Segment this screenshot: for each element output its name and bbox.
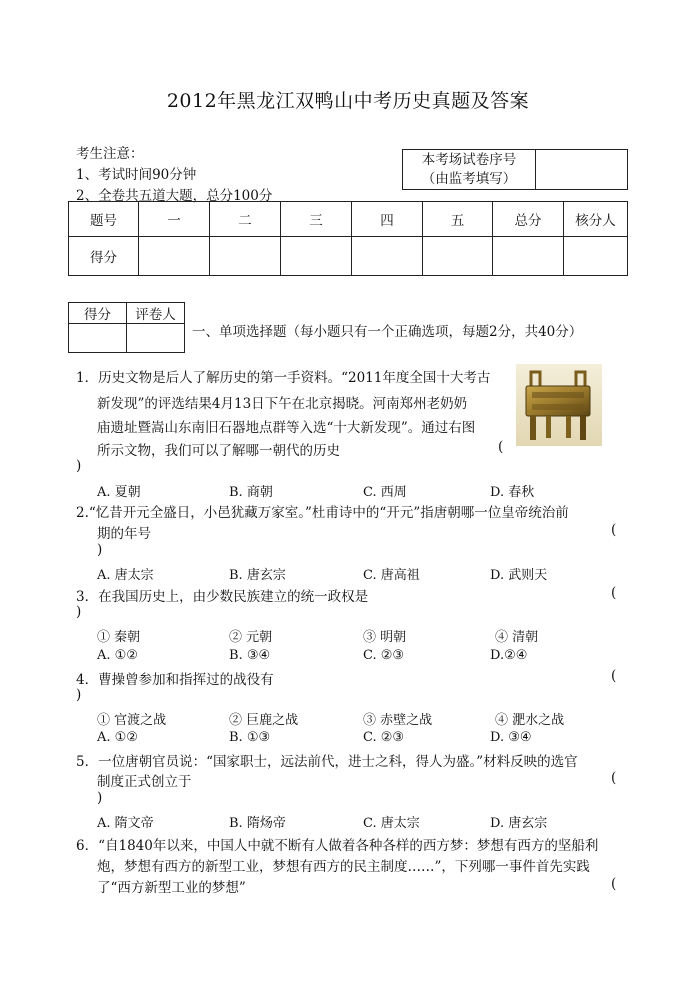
q2-line-2: 期的年号: [97, 526, 151, 542]
score-cell[interactable]: [564, 237, 628, 276]
score-header-cell: 题号: [69, 202, 139, 237]
q2-option-d[interactable]: D. 武则天: [490, 568, 548, 583]
q4-option-b[interactable]: B. ①③: [229, 730, 271, 745]
notice-line-2: 2、全卷共五道大题，总分100分: [76, 188, 273, 204]
q6-paren-open: (: [611, 876, 617, 892]
serial-box-label: [403, 150, 536, 190]
q4-item-1: ① 官渡之战: [97, 713, 167, 728]
q1-paren-open: (: [498, 439, 504, 455]
q1-line-1: 1．历史文物是后人了解历史的第一手资料。“2011年度全国十大考古: [76, 370, 491, 386]
bronze-ding-image: [516, 364, 602, 446]
serial-box-line-2: （由监考填写）: [421, 170, 517, 187]
q1-paren-close: ): [76, 458, 82, 474]
score-header-cell: 一: [139, 202, 210, 237]
q3-option-b[interactable]: B. ③④: [229, 648, 271, 663]
q6-line-1: 6．“自1840年以来，中国人中就不断有人做着各种各样的西方梦：梦想有西方的坚船利: [76, 838, 599, 854]
q5-paren-close: ): [97, 790, 103, 806]
score-table-row: [69, 237, 628, 276]
q5-option-d[interactable]: D. 唐玄宗: [490, 816, 548, 831]
score-cell[interactable]: [423, 237, 493, 276]
q5-line-2: 制度正式创立于: [97, 774, 192, 790]
notice-heading: 考生注意：: [76, 146, 144, 162]
q4-item-2: ② 巨鹿之战: [229, 713, 299, 728]
grader-name-label: 评卷人: [127, 303, 185, 324]
score-cell[interactable]: [281, 237, 352, 276]
q1-option-b[interactable]: B. 商朝: [229, 485, 273, 500]
score-header-cell: 核分人: [564, 202, 628, 237]
notice-line-1: 1、考试时间90分钟: [76, 167, 197, 183]
grader-name-field[interactable]: [127, 324, 185, 353]
q4-paren-open: (: [611, 668, 617, 684]
score-cell[interactable]: [210, 237, 281, 276]
score-cell[interactable]: [352, 237, 423, 276]
q3-paren-close: ): [76, 604, 82, 620]
q1-option-d[interactable]: D. 春秋: [490, 485, 535, 500]
serial-box-line-1: 本考场试卷序号: [421, 151, 517, 168]
q3-paren-open: (: [611, 585, 617, 601]
score-table-header-row: [69, 202, 628, 237]
q3-item-4: ④ 清朝: [495, 630, 539, 645]
q2-line-1: 2.“忆昔开元全盛日，小邑犹藏万家室。”杜甫诗中的“开元”指唐朝哪一位皇帝统治前: [76, 505, 569, 521]
score-header-cell: 三: [281, 202, 352, 237]
q1-line-3: 庙遗址暨嵩山东南旧石器地点群等入选“十大新发现”。通过右图: [97, 420, 476, 436]
q4-option-c[interactable]: C. ②③: [363, 730, 405, 745]
q4-option-d[interactable]: D. ③④: [490, 730, 532, 745]
section-heading: 一、单项选择题（每小题只有一个正确选项，每题2分，共40分）: [192, 324, 583, 340]
q6-line-2: 炮，梦想有西方的新型工业，梦想有西方的民主制度……”，下列哪一事件首先实践: [97, 859, 590, 875]
score-header-cell: 总分: [493, 202, 564, 237]
score-header-cell: 二: [210, 202, 281, 237]
score-cell[interactable]: [493, 237, 564, 276]
q4-item-4: ④ 淝水之战: [495, 713, 565, 728]
q5-paren-open: (: [611, 770, 617, 786]
q3-option-c[interactable]: C. ②③: [363, 648, 405, 663]
q5-line-1: 5．一位唐朝官员说：“国家职士，远法前代，进士之科，得人为盛。”材料反映的选官: [76, 754, 578, 770]
q3-line: 3．在我国历史上，由少数民族建立的统一政权是: [76, 589, 369, 605]
q4-option-a[interactable]: A. ①②: [97, 730, 138, 745]
q3-option-a[interactable]: A. ①②: [97, 648, 138, 663]
q2-option-c[interactable]: C. 唐高祖: [363, 568, 420, 583]
score-table: [68, 201, 628, 276]
q5-option-b[interactable]: B. 隋炀帝: [229, 816, 286, 831]
q1-option-a[interactable]: A. 夏朝: [97, 485, 141, 500]
score-header-cell: 五: [423, 202, 493, 237]
q2-option-a[interactable]: A. 唐太宗: [97, 568, 154, 583]
serial-number-field[interactable]: [536, 150, 628, 190]
q6-line-3: 了“西方新型工业的梦想”: [97, 880, 246, 896]
q4-line: 4．曹操曾参加和指挥过的战役有: [76, 672, 274, 688]
grader-table: [68, 302, 185, 353]
q2-option-b[interactable]: B. 唐玄宗: [229, 568, 286, 583]
q3-item-1: ① 秦朝: [97, 630, 141, 645]
serial-box: [402, 149, 628, 190]
q2-paren-close: ): [97, 542, 103, 558]
grader-score-field[interactable]: [69, 324, 127, 353]
q4-paren-close: ): [76, 687, 82, 703]
grader-score-label: 得分: [69, 303, 127, 324]
q5-option-c[interactable]: C. 唐太宗: [363, 816, 420, 831]
q3-item-3: ③ 明朝: [363, 630, 407, 645]
q4-item-3: ③ 赤壁之战: [363, 713, 433, 728]
q5-option-a[interactable]: A. 隋文帝: [97, 816, 154, 831]
score-cell[interactable]: [139, 237, 210, 276]
q1-option-c[interactable]: C. 西周: [363, 485, 407, 500]
score-row-label: 得分: [69, 237, 139, 276]
q3-option-d[interactable]: D.②④: [490, 648, 528, 663]
score-header-cell: 四: [352, 202, 423, 237]
page-title: 2012年黑龙江双鸭山中考历史真题及答案: [166, 90, 530, 112]
q3-item-2: ② 元朝: [229, 630, 273, 645]
q2-paren-open: (: [611, 522, 617, 538]
q1-line-2: 新发现”的评选结果4月13日下午在北京揭晓。河南郑州老奶奶: [97, 396, 468, 412]
q1-line-4: 所示文物，我们可以了解哪一朝代的历史: [97, 443, 340, 459]
